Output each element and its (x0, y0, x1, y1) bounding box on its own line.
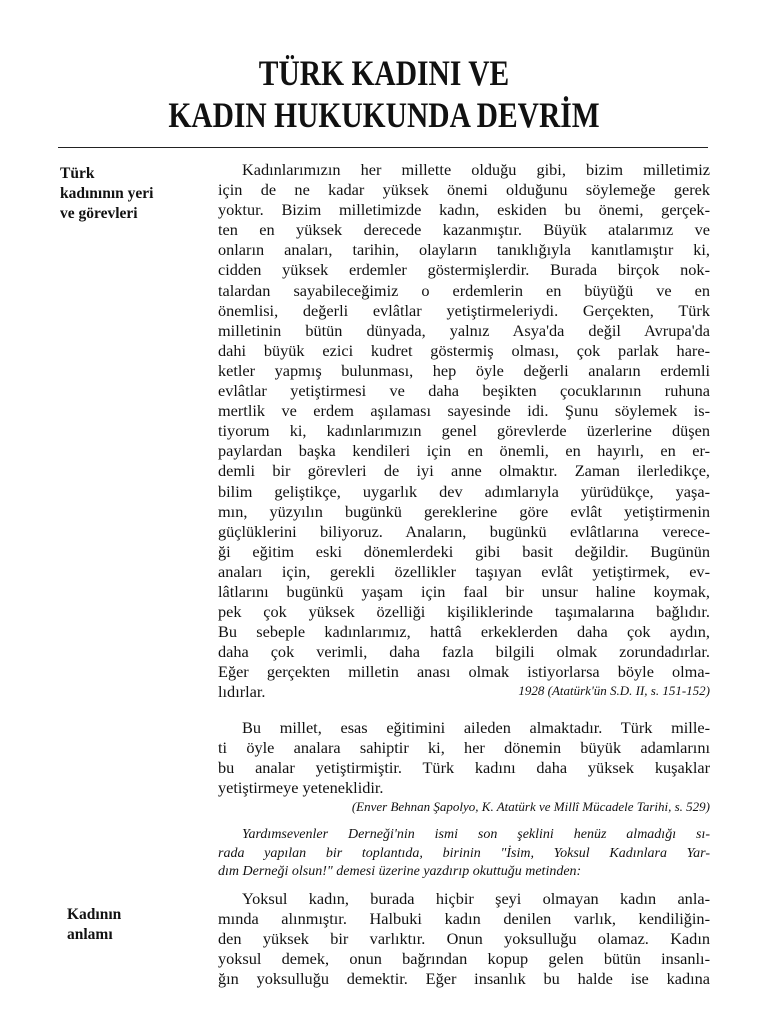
text-line: Bu millet, esas eğitimini aileden almaktadır. Türk mille- (242, 718, 710, 737)
text-line: anaları için, gerekli özellikler taşıyan evlât yetiştirmek, ev- (218, 561, 710, 581)
text-line: ği eğitim eski dönemlerdeki gibi basit değildir. Bugünün (218, 541, 710, 561)
text-line: ğın yoksulluğu demektir. Eğer insanlık bu halde ise kadına (218, 969, 710, 989)
text-line: onların anaları, tarihin, olayların tanıklığıyla kanıtlamıştır ki, (218, 240, 710, 260)
text-line: tiyorum ki, kadınlarımızın genel görevlerde üzerlerine düşen (218, 421, 710, 441)
citation-1: 1928 (Atatürk'ün S.D. II, s. 151-152) (518, 683, 710, 699)
paragraph-2 (218, 718, 710, 816)
note-line: Yardımsevenler Derneği'nin ismi son şeklini henüz almadığı sı- (242, 827, 710, 842)
text-line: mın, yüzyılın bugünkü gereklerine göre evlât yetiştirmenin (218, 501, 710, 521)
title-rule (58, 147, 708, 148)
text-line: talardan sayabileceğimiz o erdemlerin en büyüğü ve en (218, 280, 710, 300)
text-line: ti öyle analara sahiptir ki, her dönemin büyük adamlarını (218, 738, 710, 758)
text-line: pek çok yüksek özelliği kişiliklerinde taşımalarına bağlıdır. (218, 602, 710, 622)
side-heading-line: Türk (60, 165, 95, 182)
side-heading-line: anlamı (67, 926, 113, 943)
text-line: dahi büyük ezici kudret göstermiş olması, çok parlak hare- (218, 340, 710, 360)
text-line: ketler yapmış bulunması, hep öyle değerli anaların erdemli (218, 360, 710, 380)
title-line-1: TÜRK KADINI VE (258, 53, 510, 93)
citation-2: (Enver Behnan Şapolyo, K. Atatürk ve Millî Mücadele Tarihi, s. 529) (351, 799, 710, 815)
text-line: Bu sebeple kadınlarımız, hattâ erkeklerden daha çok aydın, (218, 622, 710, 642)
note-line: rada yapılan bir toplantıda, birinin "İsim, Yoksul Kadınlara Yar- (218, 845, 710, 861)
text-line: yoktur. Bizim milletimizde kadın, eskiden bu önemi, gerçek- (218, 200, 710, 220)
text-line: yoksul demek, onun bağrından kopup gelen bütün insanlı- (218, 949, 710, 969)
side-heading-line: ve görevleri (60, 205, 138, 222)
text-line: Eğer gerçekten milletin anası olmak istiyorlarsa böyle olma- (218, 662, 710, 682)
editorial-note (218, 826, 710, 882)
text-line: Kadınlarımızın her millette olduğu gibi, bizim milletimiz (242, 160, 710, 179)
note-line: dım Derneği olsun!" demesi üzerine yazdırıp okuttuğu metinden: (218, 864, 582, 879)
side-heading-line: Kadının (67, 906, 122, 923)
text-line: paylardan başka kendileri için en önemli, en hayırlı, en er- (218, 441, 710, 461)
side-heading-line: kadınının yeri (60, 185, 154, 202)
text-line: güçlüklerini biliyoruz. Anaların, bugünkü evlâtlarına verece- (218, 521, 710, 541)
text-line: bu analar yetiştirmiştir. Türk kadını daha yüksek kuşaklar (218, 758, 710, 778)
text-line: önemlisi, değerli evlâtlar yetiştirmeleriydi. Gerçekten, Türk (218, 300, 710, 320)
text-line: için de ne kadar yüksek önemi olduğunu söylemeğe gerek (218, 180, 710, 200)
text-line: Yoksul kadın, burada hiçbir şeyi olmayan kadın anla- (242, 889, 710, 908)
page-title (0, 52, 768, 136)
text-line: den yüksek bir varlıktır. Onun yoksulluğu olamaz. Kadın (218, 929, 710, 949)
side-heading-womens-role (60, 164, 200, 224)
text-line: yetiştirmeye yeteneklidir. (218, 778, 384, 798)
side-heading-meaning-of-woman (67, 905, 187, 945)
text-line: ten en yüksek derecede kazanmıştır. Büyük atalarımız ve (218, 220, 710, 240)
title-line-2: KADIN HUKUKUNDA DEVRİM (168, 95, 600, 135)
paragraph-1 (218, 160, 710, 703)
text-line: bilim geliştikçe, uygarlık dev adımlarıyla yürüdükçe, yaşa- (218, 481, 710, 501)
text-line: daha çok verimli, daha fazla bilgili olmak zorundadırlar. (218, 642, 710, 662)
text-line: evlâtlar yetiştirmesi ve daha beşikten çocuklarının ruhuna (218, 381, 710, 401)
text-line: lıdırlar. (218, 682, 266, 702)
text-line: milletinin bütün dünyada, yalnız Asya'da değil Avrupa'da (218, 320, 710, 340)
text-line: mında alınmıştır. Halbuki kadın denilen varlık, kendiliğin- (218, 909, 710, 929)
last-line-with-citation (218, 682, 710, 702)
paragraph-3 (218, 889, 710, 989)
text-line: mertlik ve erdem aşılaması sayesinde idi. Şunu söylemek is- (218, 401, 710, 421)
text-line: lâtlarını bugünkü yaşam için faal bir unsur haline koymak, (218, 581, 710, 601)
text-line: demli bir görevleri de iyi anne olmaktır. Zaman ilerledikçe, (218, 461, 710, 481)
text-line: cidden yüksek erdemler göstermişlerdir. Burada birçok nok- (218, 260, 710, 280)
